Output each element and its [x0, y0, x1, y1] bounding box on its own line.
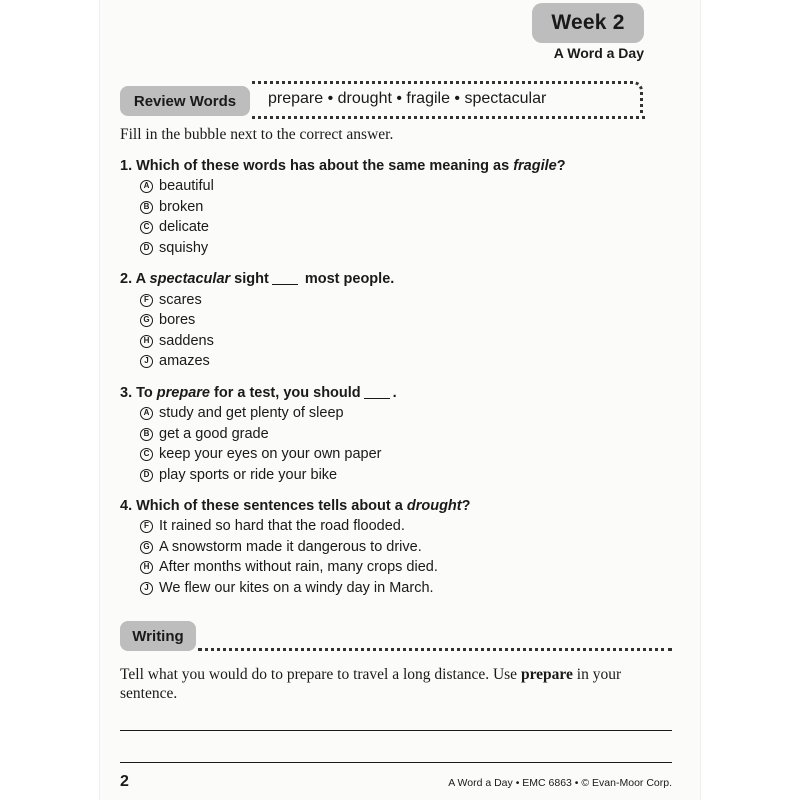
answer-option[interactable]: [140, 467, 337, 483]
answer-bubble[interactable]: G: [140, 314, 153, 327]
week-badge: [532, 3, 644, 43]
answer-bubble[interactable]: A: [140, 180, 153, 193]
question-4-text: 4. Which of these sentences tells about a: [120, 498, 407, 514]
answer-option[interactable]: [140, 178, 214, 194]
writing-divider: [198, 648, 672, 651]
answer-option[interactable]: [140, 446, 381, 462]
writing-prompt-text: Tell what you would do to prepare to travel a long distance. Use: [120, 666, 521, 683]
answer-option[interactable]: [140, 426, 269, 442]
review-words-list: prepare • drought • fragile • spectacular: [268, 90, 547, 107]
answer-option[interactable]: [140, 312, 195, 328]
question-3-keyword: prepare: [156, 385, 210, 401]
question-3-middle: for a test, you should: [210, 385, 361, 401]
answer-bubble[interactable]: J: [140, 582, 153, 595]
answer-text: bores: [159, 312, 196, 328]
answer-bubble[interactable]: H: [140, 335, 153, 348]
question-1: [120, 158, 566, 174]
answer-option[interactable]: [140, 518, 405, 534]
answer-option[interactable]: [140, 219, 209, 235]
writing-tab: Writing: [120, 621, 196, 651]
answer-option[interactable]: [140, 559, 438, 575]
question-2-text: 2. A: [120, 271, 150, 287]
answer-text: keep your eyes on your own paper: [159, 446, 382, 462]
answer-text: amazes: [159, 353, 210, 369]
answer-blank: [364, 398, 390, 399]
question-1-keyword: fragile: [513, 158, 557, 174]
question-2-keyword: spectacular: [149, 271, 231, 287]
answer-option[interactable]: [140, 240, 208, 256]
answer-text: play sports or ride your bike: [159, 467, 338, 483]
answer-text: We flew our kites on a windy day in March.: [159, 580, 434, 596]
answer-bubble[interactable]: F: [140, 294, 153, 307]
answer-text: A snowstorm made it dangerous to drive.: [159, 539, 422, 555]
question-2-middle: sight: [230, 271, 269, 287]
answer-text: get a good grade: [159, 426, 269, 442]
answer-text: scares: [159, 292, 202, 308]
answer-bubble[interactable]: F: [140, 520, 153, 533]
review-words-divider: [252, 116, 645, 119]
question-1-text: 1. Which of these words has about the same meaning as: [120, 158, 514, 174]
answer-text: It rained so hard that the road flooded.: [159, 518, 405, 534]
question-3: [120, 385, 397, 401]
answer-text: squishy: [159, 240, 209, 256]
review-words-tab: Review Words: [120, 86, 250, 116]
answer-text: saddens: [159, 333, 214, 349]
answer-bubble[interactable]: J: [140, 355, 153, 368]
page-number: 2: [120, 773, 129, 790]
question-1-end: ?: [556, 158, 566, 174]
question-4-end: ?: [461, 498, 471, 514]
book-title: A Word a Day: [553, 45, 644, 61]
answer-option[interactable]: [140, 333, 214, 349]
answer-text: study and get plenty of sleep: [159, 405, 344, 421]
writing-line-1[interactable]: [120, 730, 672, 731]
answer-bubble[interactable]: D: [140, 469, 153, 482]
writing-line-2[interactable]: [120, 762, 672, 763]
question-2: [120, 271, 394, 287]
instructions: Fill in the bubble next to the correct answer.: [120, 126, 394, 143]
question-2-end: most people.: [300, 271, 395, 287]
footer-credit: A Word a Day • EMC 6863 • © Evan-Moor Corp.: [448, 777, 672, 789]
answer-option[interactable]: [140, 353, 210, 369]
answer-option[interactable]: [140, 199, 203, 215]
answer-bubble[interactable]: C: [140, 448, 153, 461]
answer-bubble[interactable]: C: [140, 221, 153, 234]
answer-text: broken: [159, 199, 204, 215]
question-4: [120, 498, 470, 514]
question-3-text: 3. To: [120, 385, 157, 401]
answer-bubble[interactable]: A: [140, 407, 153, 420]
answer-text: delicate: [159, 219, 209, 235]
answer-bubble[interactable]: B: [140, 201, 153, 214]
answer-text: After months without rain, many crops died.: [159, 559, 438, 575]
answer-bubble[interactable]: B: [140, 428, 153, 441]
question-4-keyword: drought: [406, 498, 462, 514]
answer-option[interactable]: [140, 539, 422, 555]
answer-option[interactable]: [140, 405, 344, 421]
answer-bubble[interactable]: H: [140, 561, 153, 574]
writing-prompt: [120, 665, 660, 703]
answer-bubble[interactable]: G: [140, 541, 153, 554]
answer-option[interactable]: [140, 580, 434, 596]
question-3-end: .: [392, 385, 397, 401]
answer-option[interactable]: [140, 292, 202, 308]
answer-blank: [272, 284, 298, 285]
answer-bubble[interactable]: D: [140, 242, 153, 255]
answer-text: beautiful: [159, 178, 214, 194]
writing-prompt-end: in your sentence.: [120, 666, 622, 702]
week-label: Week 2: [551, 11, 625, 34]
writing-prompt-keyword: prepare: [520, 666, 573, 683]
